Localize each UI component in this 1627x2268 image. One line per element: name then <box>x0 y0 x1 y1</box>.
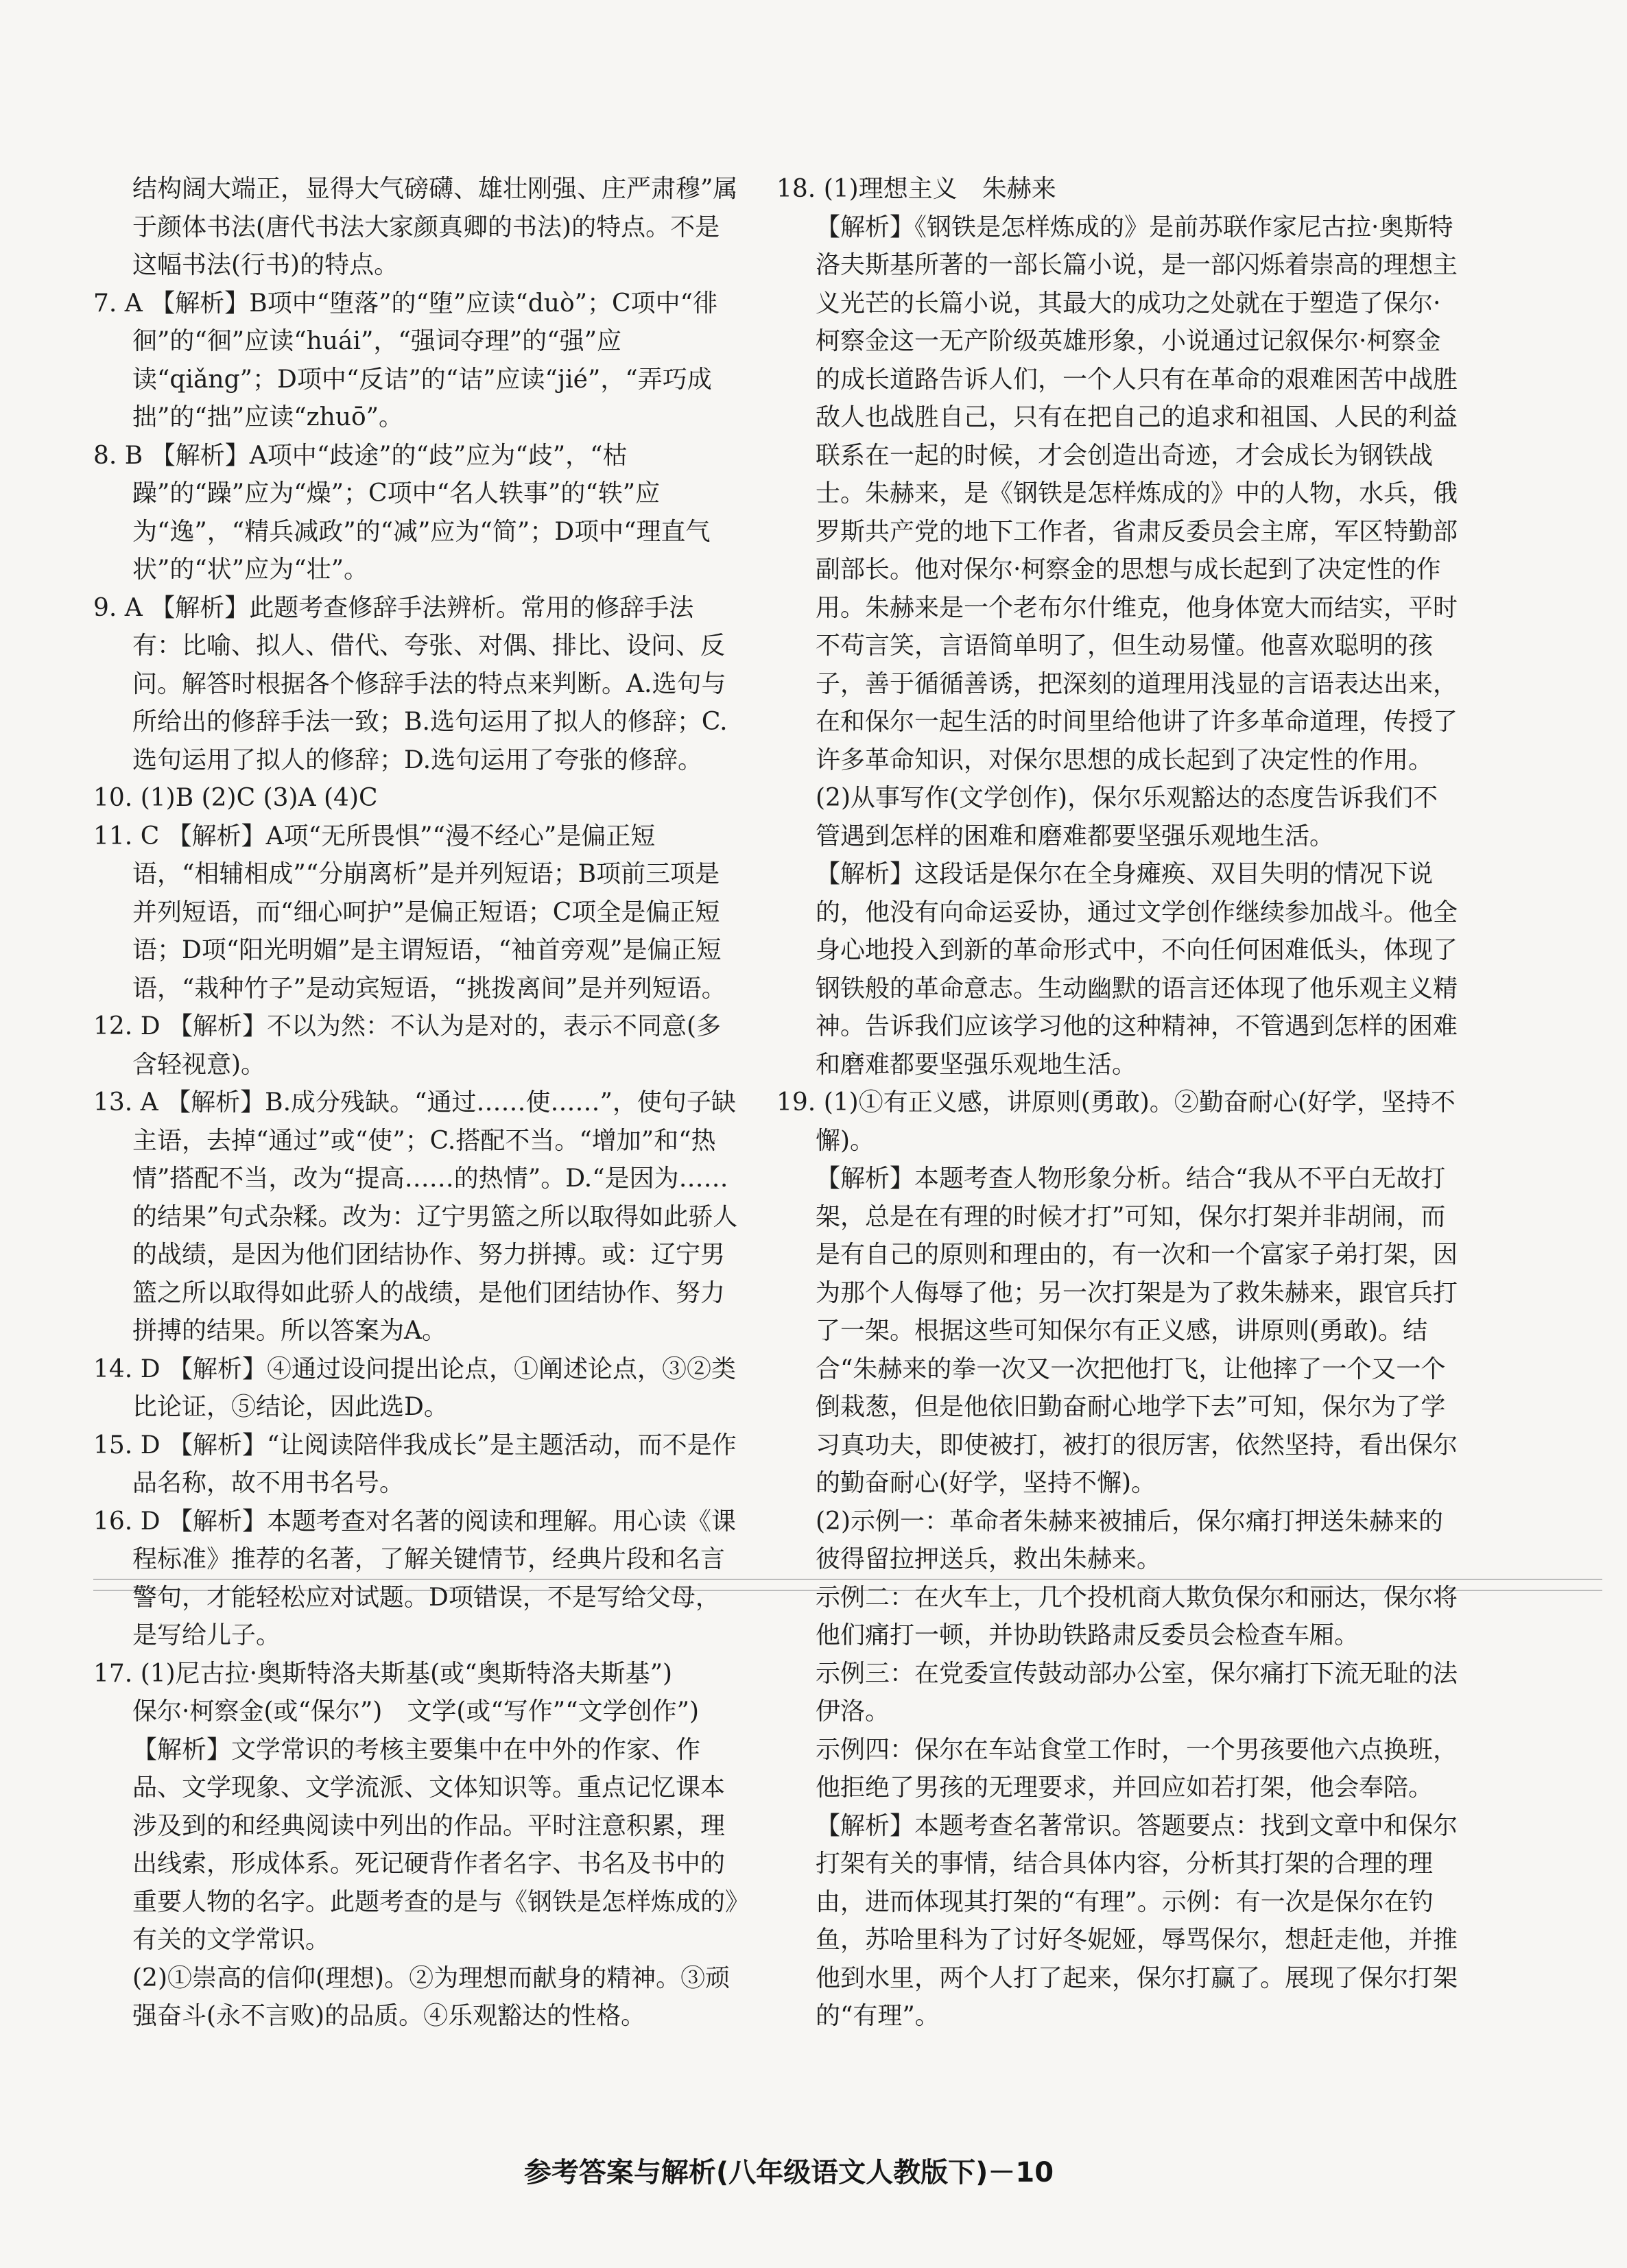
page-footer: 参考答案与解析(八年级语文人教版下)－10 <box>523 2157 1054 2188</box>
answer-paragraph: (2)从事写作(文学创作)，保尔乐观豁达的态度告诉我们不管遇到怎样的困难和磨难都要坚强乐观地生活。 <box>816 784 1438 850</box>
answer-paragraph: 7. A 【解析】B项中“堕落”的“堕”应读“duò”；C项中“徘徊”的“徊”应读“huái”，“强词夺理”的“强”应读“qiǎng”；D项中“反诘”的“诘”应读“jié”，“弄巧成拙”的“拙”应读“zhuō”。 <box>93 289 717 431</box>
answer-paragraph: 14. D 【解析】④通过设问提出论点，①阐述论点，③②类比论证，⑤结论，因此选D。 <box>93 1354 737 1421</box>
answer-paragraph: 19. (1)①有正义感，讲原则(勇敢)。②勤奋耐心(好学，坚持不懈)。 <box>776 1088 1456 1155</box>
answer-paragraph: 【解析】文学常识的考核主要集中在中外的作家、作品、文学现象、文学流派、文体知识等。重点记忆课本涉及到的和经典阅读中列出的作品。平时注意积累，理出线索，形成体系。死记硬背作者名字、书名及书中的重要人物的名字。此题考查的是与《钢铁是怎样炼成的》有关的文学常识。 <box>132 1735 738 1954</box>
answer-paragraph: 18. (1)理想主义 朱赫来 <box>776 175 1056 203</box>
answer-paragraph: 示例二：在火车上，几个投机商人欺负保尔和丽达，保尔将他们痛打一顿，并协助铁路肃反委员会检查车厢。 <box>816 1583 1458 1649</box>
answer-paragraph: 15. D 【解析】“让阅读陪伴我成长”是主题活动，而不是作品名称，故不用书名号。 <box>93 1431 737 1497</box>
answer-paragraph: 12. D 【解析】不以为然：不认为是对的，表示不同意(多含轻视意)。 <box>93 1012 722 1079</box>
answer-paragraph: 【解析】本题考查名著常识。答题要点：找到文章中和保尔打架有关的事情，结合具体内容，分析其打架的合理的理由，进而体现其打架的“有理”。示例：有一次是保尔在钓鱼，苏哈里科为了讨好冬妮娅，辱骂保尔，想赶走他，并推他到水里，两个人打了起来，保尔打赢了。展现了保尔打架的“有理”。 <box>816 1811 1458 2030</box>
answer-paragraph: 示例三：在党委宣传鼓动部办公室，保尔痛打下流无耻的法伊洛。 <box>816 1659 1458 1726</box>
answer-paragraph: 结构阔大端正，显得大气磅礴、雄壮刚强、庄严肃穆”属于颜体书法(唐代书法大家颜真卿的书法)的特点。不是这幅书法(行书)的特点。 <box>132 175 738 279</box>
answer-paragraph: 【解析】本题考查人物形象分析。结合“我从不平白无故打架，总是在有理的时候才打”可知，保尔打架并非胡闹，而是有自己的原则和理由的，有一次和一个富家子弟打架，因为那个人侮辱了他；另一次打架是为了救朱赫来，跟官兵打了一架。根据这些可知保尔有正义感，讲原则(勇敢)。结合“朱赫来的拳一次又一次把他打飞，让他摔了一个又一个倒栽葱，但是他依旧勤奋耐心地学下去”可知，保尔为了学习真功夫，即使被打，被打的很厉害，依然坚持，看出保尔的勤奋耐心(好学，坚持不懈)。 <box>816 1165 1458 1497</box>
answer-paragraph: 9. A 【解析】此题考查修辞手法辨析。常用的修辞手法有：比喻、拟人、借代、夸张、对偶、排比、设问、反问。解答时根据各个修辞手法的特点来判断。A.选句与所给出的修辞手法一致；B.选句运用了拟人的修辞；C.选句运用了拟人的修辞；D.选句运用了夸张的修辞。 <box>93 593 728 774</box>
answer-paragraph: 17. (1)尼古拉·奥斯特洛夫斯基(或“奥斯特洛夫斯基”) <box>93 1659 673 1688</box>
answer-paragraph: 【解析】《钢铁是怎样炼成的》是前苏联作家尼古拉·奥斯特洛夫斯基所著的一部长篇小说，是一部闪烁着崇高的理想主义光芒的长篇小说，其最大的成功之处就在于塑造了保尔·柯察金这一无产阶级英雄形象，小说通过记叙保尔·柯察金的成长道路告诉人们，一个人只有在革命的艰难困苦中战胜敌人也战胜自己，只有在把自己的追求和祖国、人民的利益联系在一起的时候，才会创造出奇迹，才会成长为钢铁战士。朱赫来，是《钢铁是怎样炼成的》中的人物，水兵，俄罗斯共产党的地下工作者，省肃反委员会主席，军区特勤部副部长。他对保尔·柯察金的思想与成长起到了决定性的作用。朱赫来是一个老布尔什维克，他身体宽大而结实，平时不苟言笑，言语简单明了，但生动易懂。他喜欢聪明的孩子，善于循循善诱，把深刻的道理用浅显的言语表达出来，在和保尔一起生活的时间里给他讲了许多革命道理，传授了许多革命知识，对保尔思想的成长起到了决定性的作用。 <box>816 213 1458 774</box>
answer-paragraph: 8. B 【解析】A项中“歧途”的“歧”应为“歧”，“枯躁”的“躁”应为“燥”；C项中“名人轶事”的“轶”应为“逸”，“精兵减政”的“减”应为“简”；D项中“理直气状”的“状”应为“壮”。 <box>93 441 711 584</box>
answer-paragraph: 示例四：保尔在车站食堂工作时，一个男孩要他六点换班，他拒绝了男孩的无理要求，并回应如若打架，他会奉陪。 <box>816 1735 1458 1802</box>
left-answer-column <box>93 170 738 2036</box>
answer-paragraph: (2)①崇高的信仰(理想)。②为理想而献身的精神。③顽强奋斗(永不言败)的品质。④乐观豁达的性格。 <box>132 1963 731 2030</box>
answer-paragraph: 【解析】这段话是保尔在全身瘫痪、双目失明的情况下说的，他没有向命运妥协，通过文学创作继续参加战斗。他全身心地投入到新的革命形式中，不向任何困难低头，体现了钢铁般的革命意志。生动幽默的语言还体现了他乐观主义精神。告诉我们应该学习他的这种精神，不管遇到怎样的困难和磨难都要坚强乐观地生活。 <box>816 860 1458 1079</box>
answer-paragraph: 13. A 【解析】B.成分残缺。“通过……使……”，使句子缺主语，去掉“通过”或“使”；C.搭配不当。“增加”和“热情”搭配不当，改为“提高……的热情”。D.“是因为……的结果”句式杂糅。改为：辽宁男篮之所以取得如此骄人的战绩，是因为他们团结协作、努力拼搏。或：辽宁男篮之所以取得如此骄人的战绩，是他们团结协作、努力拼搏的结果。所以答案为A。 <box>93 1088 738 1345</box>
answer-paragraph: 11. C 【解析】A项“无所畏惧”“漫不经心”是偏正短语，“相辅相成”“分崩离析”是并列短语；B项前三项是并列短语，而“细心呵护”是偏正短语；C项全是偏正短语；D项“阳光明媚”是主谓短语，“袖首旁观”是偏正短语，“栽种竹子”是动宾短语，“挑拨离间”是并列短语。 <box>93 822 726 1003</box>
answer-paragraph: 保尔·柯察金(或“保尔”) 文学(或“写作”“文学创作”) <box>132 1697 700 1726</box>
right-answer-column <box>776 170 1462 2036</box>
answer-paragraph: 16. D 【解析】本题考查对名著的阅读和理解。用心读《课程标准》推荐的名著，了解关键情节，经典片段和名言警句，才能轻松应对试题。D项错误，不是写给父母，是写给儿子。 <box>93 1507 737 1649</box>
answer-paragraph: (2)示例一：革命者朱赫来被捕后，保尔痛打押送朱赫来的彼得留拉押送兵，救出朱赫来。 <box>816 1507 1443 1573</box>
answer-paragraph: 10. (1)B (2)C (3)A (4)C <box>93 784 378 812</box>
